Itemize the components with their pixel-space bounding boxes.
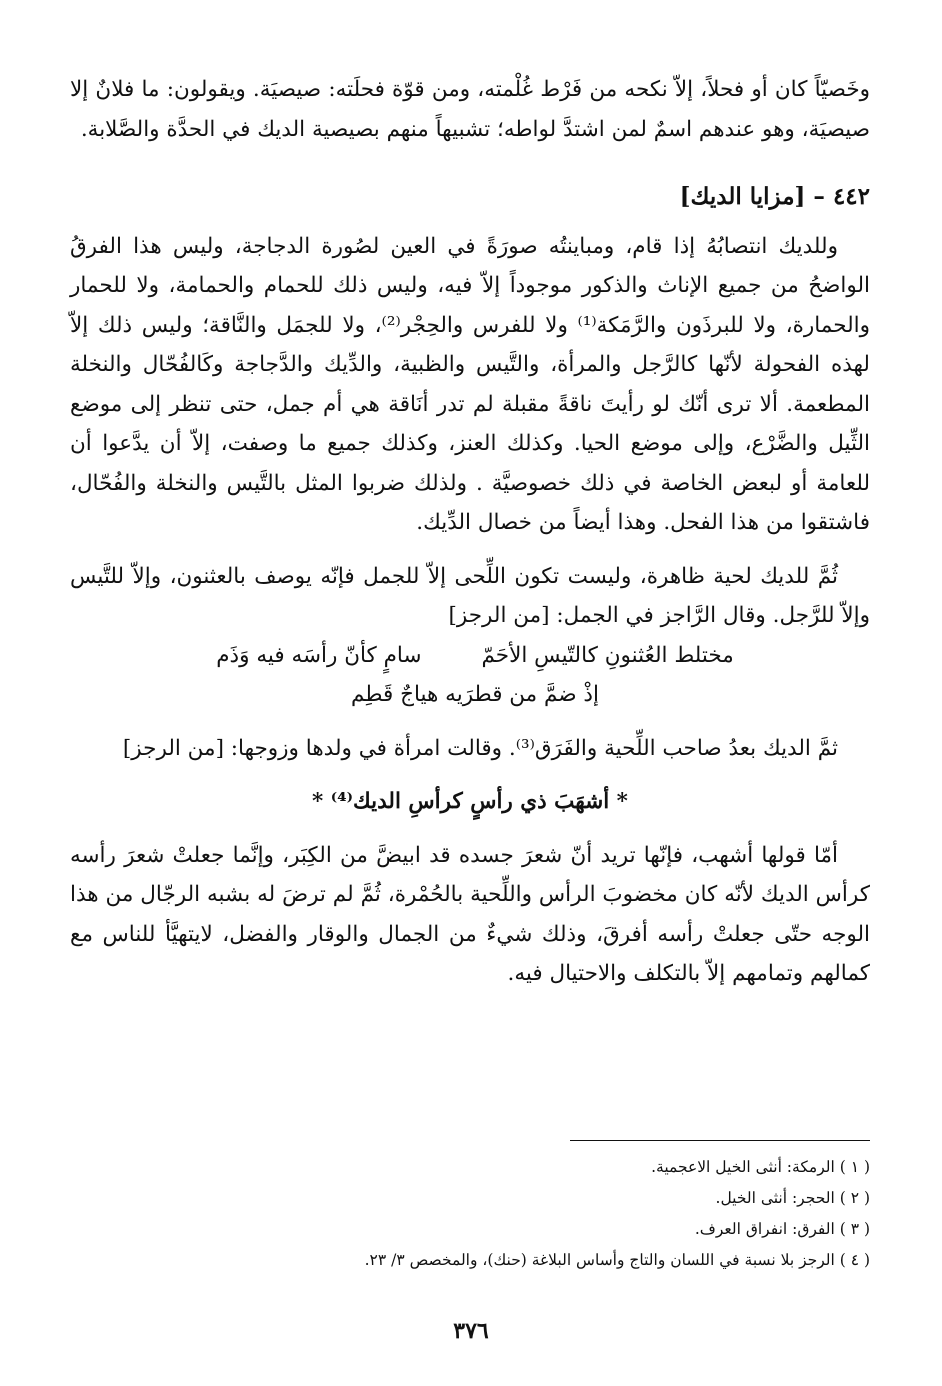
paragraph-comb: ثمَّ الديك بعدُ صاحب اللِّحية والفَرَق⁽³⁾. وقالت امرأة في ولدها وزوجها: [من الرجز] xyxy=(122,735,838,761)
main-text xyxy=(70,70,870,994)
page-number: ٣٧٦ xyxy=(453,1318,489,1344)
paragraph-rooster-traits: وللديك انتصابُهُ إذا قام، ومباينتُه صورَةً في العين لصُورة الدجاجة، وليس هذا الفرقُ الواضحُ من جميع الإناث والذكور موجوداً إلاّ فيه، وليس ذلك للحمام والحمامة، ولا للحمار والحمارة، ولا للبرذَون والرَّمَكة⁽¹⁾ ولا للفرس والحِجْر⁽²⁾، ولا للجمَل والنَّاقة؛ وليس ذلك إلاّ لهذه الفحولة لأنّها كالرَّجل والمرأة، والتَّيس والظبية، والدِّيك والدَّجاجة وكَالفُحّال والنخلة المطعمة. ألا ترى أنّك لو رأيتَ ناقةً مقبلة لم تدر أنَاقة هي أم جمل، حتى تنظر إلى موضع الثِّيل والضَّرْع، وإلى موضع الحيا. وكذلك العنز، وكذلك جميع ما وصفت، إلاّ أن يدَّعوا أن للعامة أو لبعض الخاصة في ذلك خصوصيَّة . ولذلك ضربوا المثل بالتَّيس والنخلة والفُحّال، فاشتقوا من هذا الفحل. وهذا أيضاً من خصال الدِّيك. xyxy=(70,233,871,535)
footnote-2: ( ٢ ) الحجر: أنثى الخيل. xyxy=(715,1189,870,1207)
verse-line-2 xyxy=(70,675,870,715)
verse-line-1 xyxy=(70,636,870,676)
footnote-3: ( ٣ ) الفرق: انفراق العرف. xyxy=(694,1220,870,1238)
verse-line-3: * أشهَبَ ذي رأسٍ كرأسِ الديك⁽⁴⁾ * xyxy=(312,789,628,814)
verse-hemistich-2: إذْ ضمَّ من قطرَيه هياجٌ قَطِم xyxy=(351,682,599,707)
footnotes xyxy=(70,1152,870,1276)
footnote-1: ( ١ ) الرمكة: أنثى الخيل الاعجمية. xyxy=(651,1158,870,1176)
footnote-divider xyxy=(570,1140,870,1141)
paragraph-ashhab: أمّا قولها أشهب، فإنّها تريد أنّ شعرَ جسده قد ابيضَّ من الكِبَر، وإنَّما جعلتْ شعرَ رأسه كرأس الديك لأنّه كان مخضوبَ الرأس واللِّحية بالحُمْرة، ثُمَّ لم ترضَ له بشبه الرجّال من هذا الوجه حتّى جعلتْ رأسه أفرقَ، وذلك شيءٌ من الجمال والوقار والفضل، لايتهيَّأ للناس مع كمالهم وتمامهم إلاّ بالتكلف والاحتيال فيه. xyxy=(70,842,870,986)
paragraph-continuation: وخَصيّاً كان أو فحلاً، إلاّ نكحه من فَرْط غُلْمته، ومن قوّة فحلَته: صيصيَة. ويقولون: ما فلانٌ إلا صيصيَة، وهو عندهم اسمٌ لمن اشتدَّ لواطه؛ تشبيهاً منهم بصيصية الديك في الحدَّة والصَّلابة. xyxy=(70,77,870,142)
footnote-4: ( ٤ ) الرجز بلا نسبة في اللسان والتاج وأساس البلاغة (حنك)، والمخصص ٣/ ٢٣. xyxy=(364,1251,870,1269)
verse-hemistich-1b: سامٍ كأنّ رأسَه فيه وَذَم xyxy=(216,642,422,668)
section-heading: ٤٤٢ – [مزايا الديك] xyxy=(679,183,870,210)
verse-hemistich-1a: مختلط العُثنونِ كالتّيسِ الأحَمّ xyxy=(481,642,734,668)
paragraph-rooster-beard: ثُمَّ للديك لحية ظاهرة، وليست تكون اللِّحى إلاّ للجمل فإنّه يوصف بالعثنون، وإلاّ للتَّيس وإلاّ للرَّجل. وقال الرَّاجز في الجمل: [من الرجز] xyxy=(70,563,870,628)
